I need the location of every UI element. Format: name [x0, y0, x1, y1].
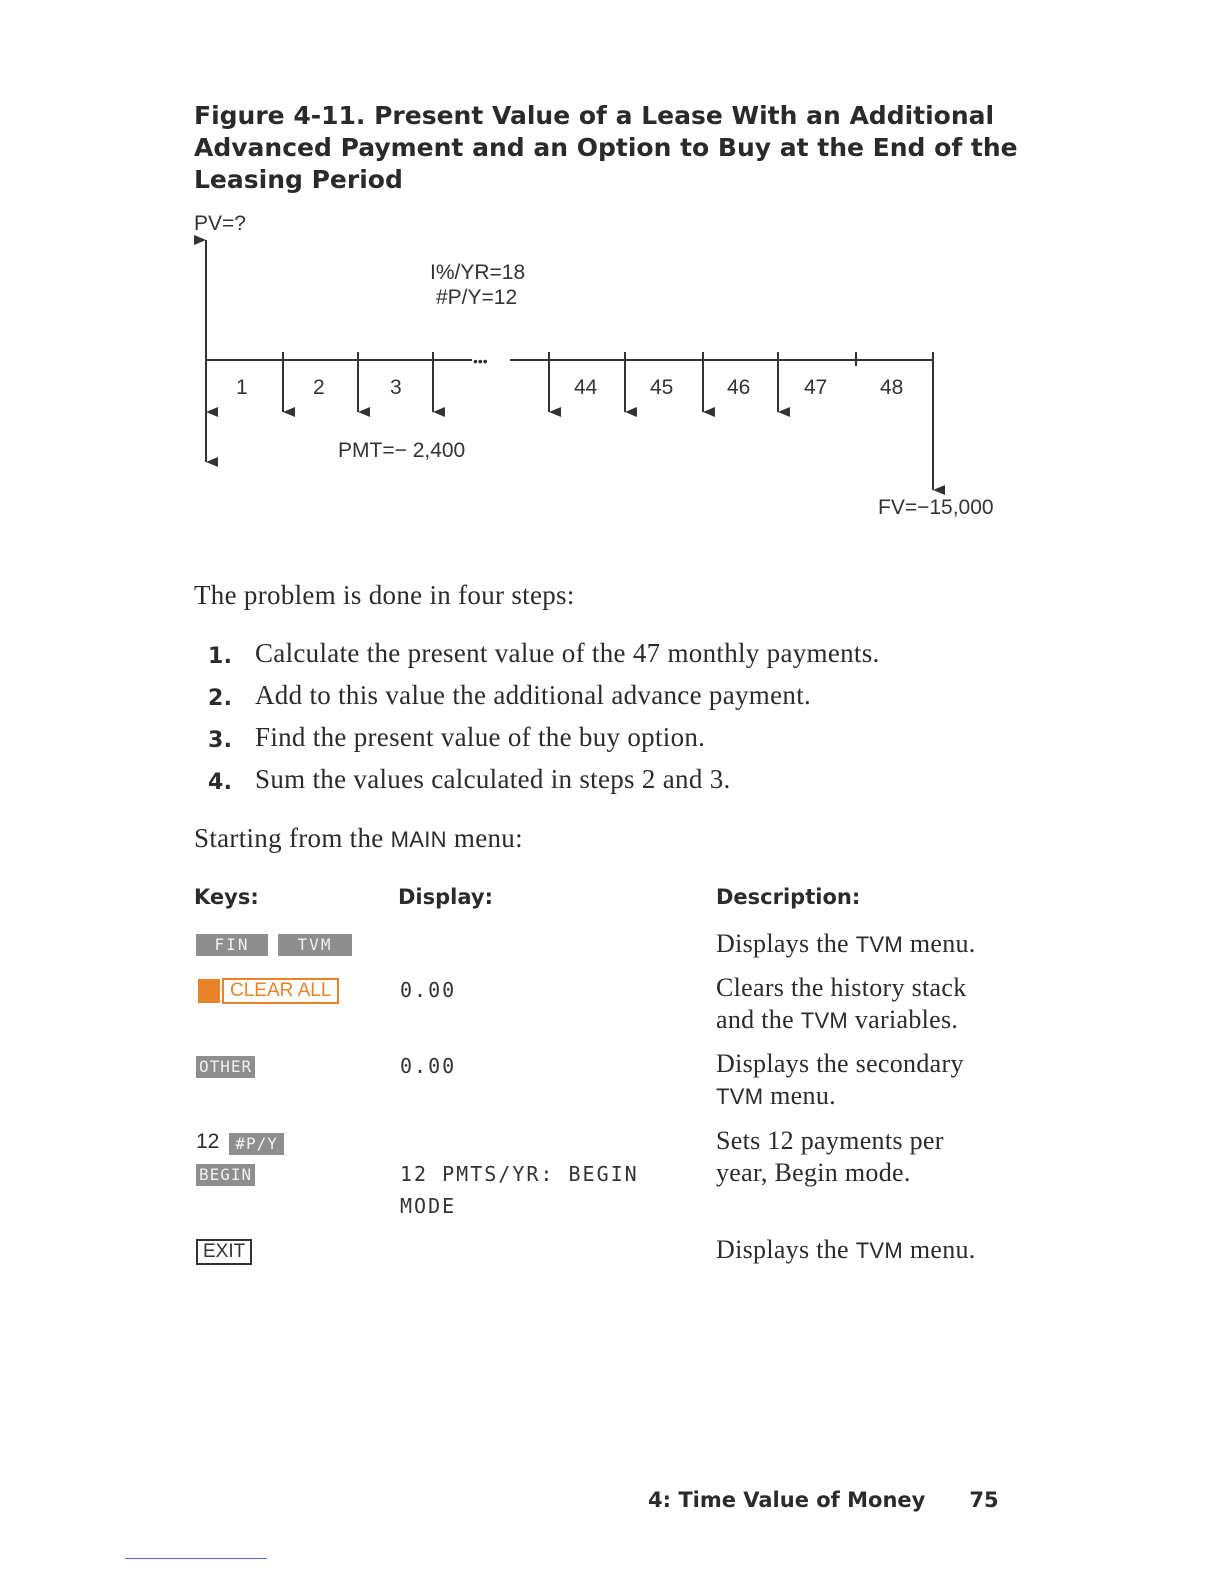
chapter-title: 4: Time Value of Money	[648, 1488, 926, 1512]
period-label: 45	[650, 376, 674, 399]
tvm-menu-name: TVM	[800, 1008, 849, 1033]
period-label: 47	[804, 376, 828, 399]
tvm-softkey[interactable]: TVM	[278, 934, 352, 956]
starting-prefix: Starting from the	[194, 823, 384, 853]
starting-suffix: menu:	[453, 823, 523, 853]
keys-cell	[196, 1164, 265, 1186]
display-line: MODE	[400, 1194, 457, 1218]
desc-text: menu.	[909, 1235, 976, 1264]
step-text: Calculate the present value of the 47 monthly payments.	[255, 638, 880, 668]
other-softkey[interactable]: OTHER	[196, 1056, 255, 1078]
fin-softkey[interactable]: FIN	[196, 934, 268, 956]
description-cell	[716, 1234, 1036, 1267]
intro-text: The problem is done in four steps:	[194, 580, 575, 610]
cash-flow-diagram	[0, 0, 1224, 560]
keys-header: Keys:	[194, 885, 259, 909]
desc-line: year, Begin mode.	[716, 1158, 911, 1187]
step-number: 2.	[208, 686, 233, 711]
desc-line: Displays the secondary	[716, 1049, 964, 1078]
timeline-ellipsis: •••	[473, 353, 488, 369]
page-footer	[648, 1488, 999, 1512]
starting-text	[194, 823, 523, 854]
desc-line: Clears the history stack	[716, 973, 967, 1002]
tvm-menu-name: TVM	[716, 1084, 764, 1109]
step-number: 1.	[208, 644, 233, 669]
keys-cell	[196, 1130, 294, 1155]
display-header: Display:	[398, 885, 493, 909]
desc-line: TVM menu.	[716, 1081, 836, 1110]
desc-line: Sets 12 payments per	[716, 1126, 944, 1155]
list-item	[208, 722, 880, 764]
display-readout: 0.00	[400, 978, 457, 1002]
footer-rule	[125, 1558, 267, 1559]
keys-cell	[198, 978, 339, 1004]
tvm-menu-name: TVM	[855, 932, 904, 957]
step-text: Find the present value of the buy option.	[255, 722, 706, 752]
main-menu-name: MAIN	[390, 827, 447, 852]
keys-cell	[196, 1056, 265, 1078]
description-cell	[716, 1048, 1016, 1113]
keys-cell	[196, 934, 362, 956]
step-number: 3.	[208, 728, 233, 753]
period-label: 46	[727, 376, 751, 399]
period-label: 2	[313, 376, 325, 399]
display-readout: 0.00	[400, 1054, 457, 1078]
step-text: Sum the values calculated in steps 2 and 3.	[255, 764, 731, 794]
fv-label: FV=−15,000	[878, 496, 994, 519]
ppy-label: #P/Y=12	[436, 286, 518, 309]
list-item	[208, 638, 880, 680]
figure-title-line: Advanced Payment and an Option to Buy at the End of the	[194, 133, 1018, 162]
period-label: 48	[880, 376, 904, 399]
ppy-softkey[interactable]: #P/Y	[229, 1133, 284, 1155]
shift-key[interactable]	[198, 979, 220, 1003]
figure-title-line: Figure 4-11. Present Value of a Lease With an Additional	[194, 101, 995, 130]
description-cell	[716, 928, 1016, 961]
number-entry: 12	[196, 1130, 220, 1153]
list-item	[208, 764, 880, 806]
list-item	[208, 680, 880, 722]
pv-label: PV=?	[194, 212, 246, 235]
description-cell	[716, 1125, 1016, 1189]
desc-line: and the TVM variables.	[716, 1005, 959, 1034]
begin-softkey[interactable]: BEGIN	[196, 1164, 255, 1186]
desc-text: Displays the	[716, 929, 849, 958]
period-label: 1	[236, 376, 248, 399]
page-number: 75	[969, 1488, 999, 1512]
steps-list	[208, 638, 880, 806]
clear-all-key[interactable]: CLEAR ALL	[222, 978, 339, 1004]
rate-label: I%/YR=18	[430, 261, 526, 284]
step-number: 4.	[208, 770, 233, 795]
keys-cell	[196, 1239, 252, 1265]
step-text: Add to this value the additional advance payment.	[255, 680, 812, 710]
display-readout	[400, 1158, 639, 1222]
figure-title-line: Leasing Period	[194, 165, 403, 194]
tvm-menu-name: TVM	[855, 1238, 904, 1263]
exit-key[interactable]: EXIT	[196, 1239, 252, 1265]
period-label: 3	[390, 376, 402, 399]
pmt-label: PMT=− 2,400	[338, 439, 466, 462]
description-cell	[716, 972, 1016, 1037]
period-label: 44	[574, 376, 598, 399]
desc-text: Displays the	[716, 1235, 849, 1264]
display-line: 12 PMTS/YR: BEGIN	[400, 1162, 639, 1186]
description-header: Description:	[716, 885, 861, 909]
desc-text: menu.	[909, 929, 976, 958]
